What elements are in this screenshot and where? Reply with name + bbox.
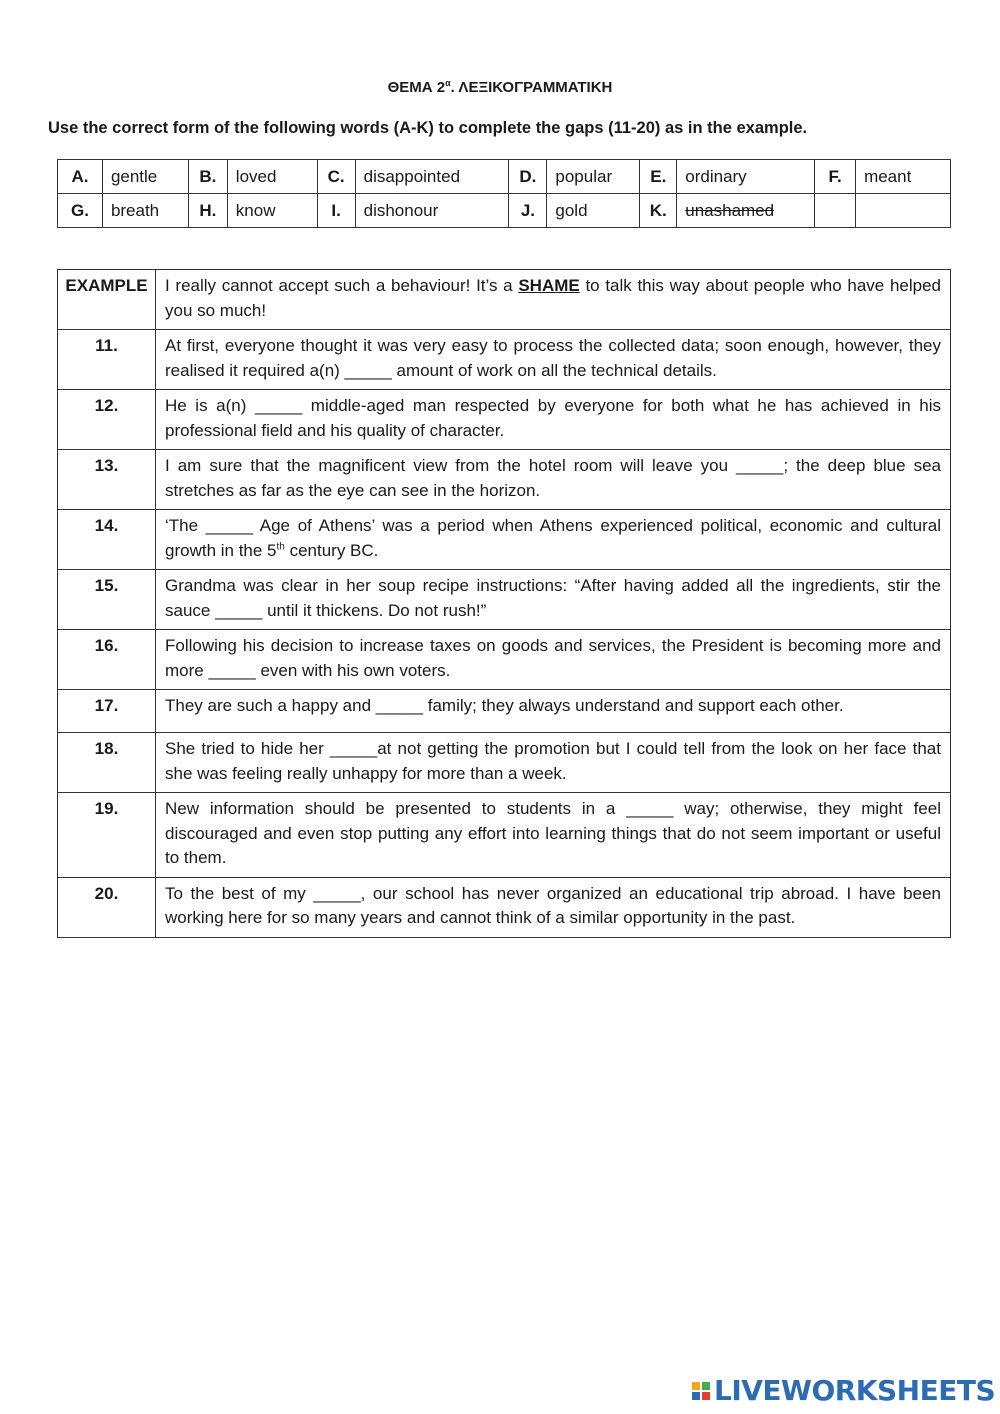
word-item: popular [547, 160, 640, 194]
questions-table [57, 269, 951, 938]
question-row [58, 510, 951, 570]
word-letter: A. [58, 160, 103, 194]
question-sentence: I am sure that the magnificent view from the hotel room will leave you _____; the deep blue sea stretches as far as the eye can see in the horizon. [156, 450, 951, 510]
question-row [58, 690, 951, 733]
question-sentence: They are such a happy and _____ family; they always understand and support each other. [156, 690, 951, 733]
question-row [58, 330, 951, 390]
word-letter: J. [509, 194, 547, 228]
question-number: 17. [58, 690, 156, 733]
word-letter: B. [188, 160, 227, 194]
question-sentence: New information should be presented to students in a _____ way; otherwise, they might feel discouraged and even stop putting any effort into learning things that do not seem important or useful to them. [156, 793, 951, 878]
question-sentence: To the best of my _____, our school has never organized an educational trip abroad. I have been working here for so many years and cannot think of a similar opportunity in the past. [156, 877, 951, 937]
word-letter: G. [58, 194, 103, 228]
word-item: know [227, 194, 317, 228]
question-sentence: ‘The _____ Age of Athens’ was a period when Athens experienced political, economic and cultural growth in the 5th century BC. [156, 510, 951, 570]
question-row [58, 877, 951, 937]
word-letter: K. [640, 194, 677, 228]
word-item: breath [102, 194, 188, 228]
word-item-empty [856, 194, 951, 228]
question-number: 20. [58, 877, 156, 937]
word-item: gold [547, 194, 640, 228]
question-sentence: Grandma was clear in her soup recipe instructions: “After having added all the ingredients, stir the sauce _____ until it thickens. Do not rush!” [156, 570, 951, 630]
word-item-used: unashamed [677, 194, 815, 228]
question-number: 13. [58, 450, 156, 510]
word-item: loved [227, 160, 317, 194]
liveworksheets-logo [692, 1374, 995, 1407]
question-sentence: Following his decision to increase taxes on goods and services, the President is becoming more and more _____ even with his own voters. [156, 630, 951, 690]
page-title: ΘΕΜΑ $2^\alpha$. ΛΕΞΙΚΟΓΡΑΜΜΑΤΙΚΗ [387, 78, 613, 96]
question-number: 15. [58, 570, 156, 630]
question-row [58, 570, 951, 630]
word-letter: H. [188, 194, 227, 228]
example-label: EXAMPLE [58, 270, 156, 330]
word-letter: I. [317, 194, 355, 228]
question-number: 19. [58, 793, 156, 878]
word-item: dishonour [355, 194, 509, 228]
example-sentence: I really cannot accept such a behaviour! It’s a SHAME to talk this way about people who have helped you so much! [156, 270, 951, 330]
word-letter: C. [317, 160, 355, 194]
word-letter: D. [509, 160, 547, 194]
word-item: disappointed [355, 160, 509, 194]
word-letter-empty [815, 194, 856, 228]
question-sentence: He is a(n) _____ middle-aged man respected by everyone for both what he has achieved in his professional field and his quality of character. [156, 390, 951, 450]
question-row [58, 450, 951, 510]
word-bank-row [58, 194, 951, 228]
word-bank-table [57, 159, 951, 228]
word-item: meant [856, 160, 951, 194]
question-number: 11. [58, 330, 156, 390]
example-row [58, 270, 951, 330]
question-number: 14. [58, 510, 156, 570]
question-number: 18. [58, 733, 156, 793]
logo-text: LIVEWORKSHEETS [714, 1374, 996, 1407]
word-bank-row [58, 160, 951, 194]
question-number: 16. [58, 630, 156, 690]
word-item: gentle [102, 160, 188, 194]
example-answer: SHAME [518, 276, 580, 295]
word-letter: F. [815, 160, 856, 194]
question-row [58, 390, 951, 450]
question-sentence: At first, everyone thought it was very easy to process the collected data; soon enough, however, they realised it required a(n) _____ amount of work on all the technical details. [156, 330, 951, 390]
word-item: ordinary [677, 160, 815, 194]
word-letter: E. [640, 160, 677, 194]
question-row [58, 630, 951, 690]
question-sentence: She tried to hide her _____at not getting the promotion but I could tell from the look on her face that she was feeling really unhappy for more than a week. [156, 733, 951, 793]
question-number: 12. [58, 390, 156, 450]
logo-blocks-icon [692, 1382, 710, 1400]
question-row [58, 733, 951, 793]
instructions: Use the correct form of the following words (A-K) to complete the gaps (11-20) as in the example. [48, 119, 808, 137]
question-row [58, 793, 951, 878]
